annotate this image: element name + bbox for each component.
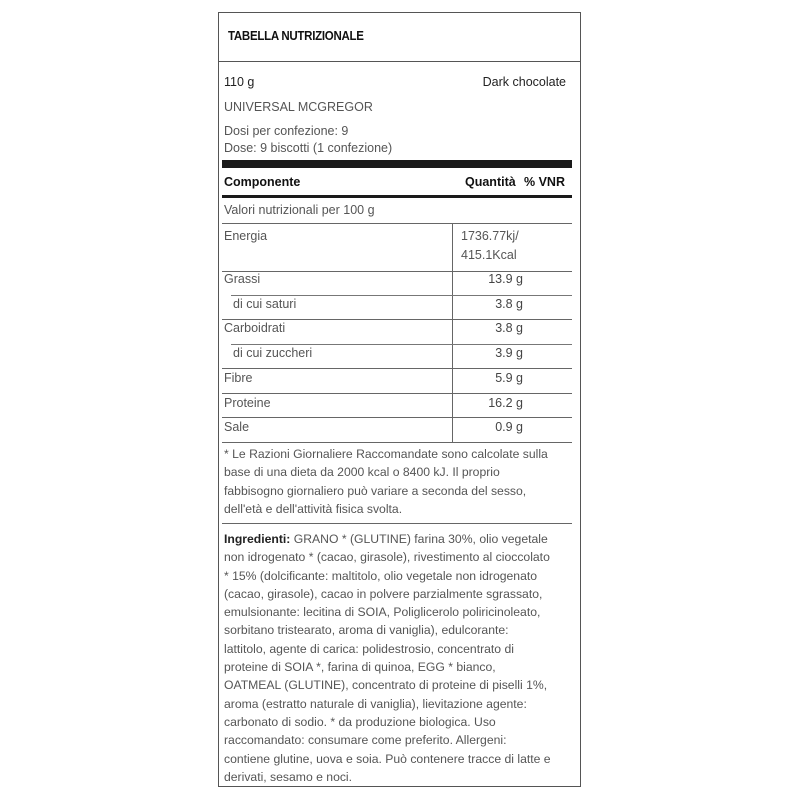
column-separator <box>452 320 453 344</box>
ingredients-line: raccomandato: consumare come preferito. Allergeni: <box>224 733 507 748</box>
section-divider <box>222 523 572 524</box>
ingredients-line <box>224 530 576 548</box>
nutrient-label-carbs: Carboidrati <box>224 321 286 335</box>
nutrient-label-fat: Grassi <box>224 272 261 286</box>
energy-kj-value: 1736.77kj/ <box>461 229 519 243</box>
row-divider <box>231 295 572 296</box>
ingredients-line: carbonato di sodio. * da produzione biologica. Uso <box>224 714 496 729</box>
ingredients-line: derivati, sesamo e noci. <box>224 769 353 784</box>
ingredients-line: emulsionante: lecitina di SOIA, Poliglicerolo poliricinoleato, <box>224 605 541 620</box>
column-header-quantity: Quantità <box>465 175 516 189</box>
nutrient-value-sugars: 3.9 g <box>495 346 523 360</box>
ingredients-block <box>224 530 576 786</box>
row-divider <box>222 368 572 369</box>
nutrient-value-fat: 13.9 g <box>488 272 523 286</box>
nutrition-label <box>218 12 581 787</box>
footnote-line: base di una dieta da 2000 kcal o 8400 kJ. Il proprio <box>224 465 500 480</box>
row-divider <box>222 319 572 320</box>
serving-size: Dose: 9 biscotti (1 confezione) <box>224 141 393 155</box>
column-header-rda: % VNR <box>524 175 565 189</box>
ingredients-line: lattitolo, agente di carica: polidestrosio, concentrato di <box>224 641 514 656</box>
row-divider <box>222 417 572 418</box>
ingredients-line: (cacao, girasole), cacao in polvere parzialmente sgrassato, <box>224 586 543 601</box>
ingredients-text: GRANO * (GLUTINE) farina 30%, olio vegetale <box>290 532 548 546</box>
column-separator <box>452 272 453 295</box>
nutrient-label-protein: Proteine <box>224 396 271 410</box>
column-separator <box>452 296 453 319</box>
footnote-line: fabbisogno giornaliero può variare a seconda del sesso, <box>224 483 527 498</box>
nutrient-value-salt: 0.9 g <box>495 420 523 434</box>
servings-per-pack: Dosi per confezione: 9 <box>224 124 349 138</box>
divider-medium <box>222 195 572 198</box>
rda-footnote <box>224 445 576 518</box>
energy-label: Energia <box>224 229 268 243</box>
ingredients-line: non idrogenato * (cacao, girasole), rivestimento al cioccolato <box>224 550 550 565</box>
net-weight: 110 g <box>224 75 255 89</box>
column-separator <box>452 224 453 271</box>
column-separator <box>452 345 453 368</box>
ingredients-line: OATMEAL (GLUTINE), concentrato di proteine di piselli 1%, <box>224 678 548 693</box>
label-title: TABELLA NUTRIZIONALE <box>228 29 364 43</box>
per-100g-label: Valori nutrizionali per 100 g <box>224 203 375 217</box>
row-divider <box>222 393 572 394</box>
column-separator <box>452 394 453 417</box>
energy-kcal-value: 415.1Kcal <box>461 248 517 262</box>
divider-thick <box>222 160 572 168</box>
ingredients-line: proteine di SOIA *, farina di quinoa, EGG * bianco, <box>224 660 496 675</box>
brand-name: UNIVERSAL MCGREGOR <box>224 100 373 114</box>
product-name: Dark chocolate <box>482 75 566 89</box>
ingredients-heading: Ingredienti: <box>224 532 291 546</box>
column-header-component: Componente <box>224 175 301 189</box>
row-divider <box>222 442 572 443</box>
ingredients-line: sorbitano tristearato, aroma di vaniglia), edulcorante: <box>224 623 509 638</box>
ingredients-line: contiene glutine, uova e soia. Può contenere tracce di latte e <box>224 751 551 766</box>
footnote-line: * Le Razioni Giornaliere Raccomandate sono calcolate sulla <box>224 447 548 461</box>
row-divider <box>231 344 572 345</box>
nutrient-label-fibre: Fibre <box>224 371 253 385</box>
ingredients-line: * 15% (dolcificante: maltitolo, olio vegetale non idrogenato <box>224 568 538 583</box>
nutrient-value-saturated: 3.8 g <box>495 297 523 311</box>
nutrient-label-sugars: di cui zuccheri <box>233 346 313 360</box>
nutrient-label-salt: Sale <box>224 420 250 434</box>
column-separator <box>452 369 453 393</box>
nutrient-label-saturated: di cui saturi <box>233 297 297 311</box>
label-header <box>219 13 580 62</box>
nutrient-value-fibre: 5.9 g <box>495 371 523 385</box>
column-separator <box>452 418 453 442</box>
ingredients-line: aroma (estratto naturale di vaniglia), lievitazione agente: <box>224 696 527 711</box>
row-divider <box>222 223 572 224</box>
nutrient-value-carbs: 3.8 g <box>495 321 523 335</box>
footnote-line: dell'età e dell'attività fisica svolta. <box>224 501 403 516</box>
nutrient-value-protein: 16.2 g <box>488 396 523 410</box>
